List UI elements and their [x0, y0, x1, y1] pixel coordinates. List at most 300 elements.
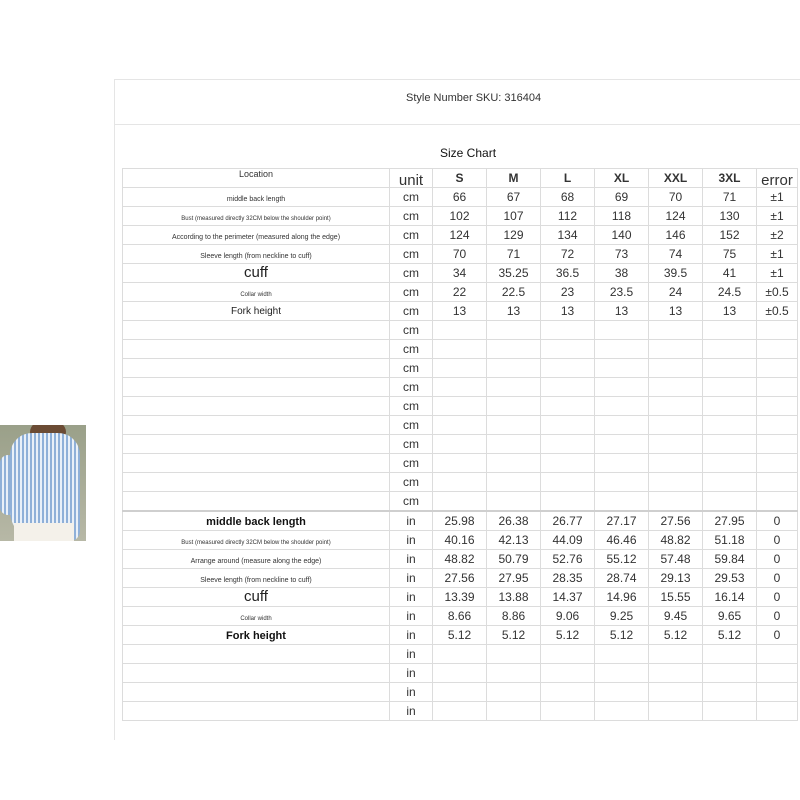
value-cell: 140 [595, 226, 649, 245]
value-cell: 22.5 [487, 283, 541, 302]
value-cell: 13.88 [487, 588, 541, 607]
value-cell: 13 [541, 302, 595, 321]
product-thumbnail[interactable] [0, 425, 86, 541]
value-cell: 14.37 [541, 588, 595, 607]
table-row [123, 454, 798, 473]
unit-cell: cm [390, 302, 433, 321]
measurement-label [123, 207, 390, 226]
value-cell: 118 [595, 207, 649, 226]
value-cell [595, 683, 649, 702]
value-cell: 25.98 [433, 511, 487, 531]
table-row [123, 645, 798, 664]
unit-cell: cm [390, 283, 433, 302]
value-cell: 27.17 [595, 511, 649, 531]
table-row [123, 245, 798, 264]
value-cell: 73 [595, 245, 649, 264]
value-cell [703, 645, 757, 664]
value-cell: 52.76 [541, 550, 595, 569]
value-cell [541, 378, 595, 397]
value-cell [541, 416, 595, 435]
error-cell [757, 378, 798, 397]
unit-cell: cm [390, 188, 433, 207]
table-row [123, 226, 798, 245]
value-cell: 146 [649, 226, 703, 245]
value-cell: 152 [703, 226, 757, 245]
measurement-label [123, 283, 390, 302]
size-header-m: M [487, 169, 541, 188]
unit-cell: cm [390, 226, 433, 245]
error-header: error [757, 169, 798, 188]
value-cell: 5.12 [487, 626, 541, 645]
unit-cell: cm [390, 454, 433, 473]
value-cell [649, 378, 703, 397]
value-cell [703, 454, 757, 473]
value-cell [703, 473, 757, 492]
location-header: Location [123, 169, 390, 188]
measurement-label [123, 321, 390, 340]
value-cell: 27.56 [433, 569, 487, 588]
measurement-label-text: cuff [244, 264, 268, 281]
measurement-label [123, 531, 390, 550]
value-cell [541, 454, 595, 473]
error-cell [757, 454, 798, 473]
sku-label: Style Number SKU: 316404 [406, 92, 542, 104]
measurement-label [123, 511, 390, 531]
value-cell [595, 321, 649, 340]
unit-cell: cm [390, 435, 433, 454]
measurement-label [123, 359, 390, 378]
table-row [123, 359, 798, 378]
error-cell [757, 702, 798, 721]
unit-cell: in [390, 683, 433, 702]
measurement-label-text: Arrange around (measure along the edge) [190, 557, 322, 565]
measurement-label-text: Bust (measured directly 32CM below the shoulder point) [181, 215, 331, 222]
value-cell: 9.45 [649, 607, 703, 626]
value-cell: 24.5 [703, 283, 757, 302]
value-cell [703, 416, 757, 435]
value-cell: 36.5 [541, 264, 595, 283]
error-cell: 0 [757, 588, 798, 607]
measurement-label-text: middle back length [206, 515, 306, 528]
value-cell: 13 [595, 302, 649, 321]
value-cell: 124 [649, 207, 703, 226]
table-row [123, 435, 798, 454]
table-row [123, 264, 798, 283]
error-cell [757, 492, 798, 512]
header-row [123, 169, 798, 188]
value-cell [487, 683, 541, 702]
value-cell [595, 702, 649, 721]
value-cell [487, 473, 541, 492]
value-cell [541, 435, 595, 454]
measurement-label [123, 702, 390, 721]
value-cell [649, 416, 703, 435]
error-cell [757, 473, 798, 492]
measurement-label [123, 645, 390, 664]
value-cell [649, 492, 703, 512]
value-cell: 59.84 [703, 550, 757, 569]
value-cell: 134 [541, 226, 595, 245]
value-cell [649, 340, 703, 359]
measurement-label [123, 245, 390, 264]
table-row [123, 626, 798, 645]
value-cell: 71 [487, 245, 541, 264]
value-cell: 41 [703, 264, 757, 283]
measurement-label [123, 302, 390, 321]
table-row [123, 378, 798, 397]
error-cell [757, 645, 798, 664]
value-cell [595, 359, 649, 378]
measurement-label [123, 626, 390, 645]
error-cell: 0 [757, 626, 798, 645]
value-cell [595, 492, 649, 512]
value-cell: 129 [487, 226, 541, 245]
value-cell: 5.12 [595, 626, 649, 645]
value-cell [595, 435, 649, 454]
value-cell: 39.5 [649, 264, 703, 283]
value-cell [433, 492, 487, 512]
value-cell: 68 [541, 188, 595, 207]
measurement-label-text: Fork height [230, 306, 282, 317]
value-cell [433, 416, 487, 435]
value-cell [487, 321, 541, 340]
value-cell: 9.25 [595, 607, 649, 626]
measurement-label [123, 264, 390, 283]
value-cell [433, 683, 487, 702]
measurement-label-text: Collar width [240, 615, 272, 622]
measurement-label-text: Sleeve length (from neckline to cuff) [200, 576, 312, 584]
value-cell [541, 359, 595, 378]
value-cell [541, 683, 595, 702]
measurement-label [123, 473, 390, 492]
value-cell [541, 492, 595, 512]
size-header-3xl: 3XL [703, 169, 757, 188]
value-cell: 9.06 [541, 607, 595, 626]
value-cell: 26.77 [541, 511, 595, 531]
value-cell [703, 435, 757, 454]
value-cell: 38 [595, 264, 649, 283]
value-cell: 29.13 [649, 569, 703, 588]
value-cell: 57.48 [649, 550, 703, 569]
measurement-label [123, 435, 390, 454]
value-cell: 67 [487, 188, 541, 207]
unit-cell: cm [390, 264, 433, 283]
value-cell [433, 340, 487, 359]
value-cell [541, 340, 595, 359]
error-cell [757, 359, 798, 378]
measurement-label-text: Collar width [240, 291, 272, 298]
value-cell [541, 645, 595, 664]
value-cell: 50.79 [487, 550, 541, 569]
measurement-label-text: Bust (measured directly 32CM below the shoulder point) [181, 539, 331, 546]
value-cell [649, 702, 703, 721]
value-cell: 44.09 [541, 531, 595, 550]
value-cell [487, 397, 541, 416]
value-cell [433, 378, 487, 397]
value-cell: 71 [703, 188, 757, 207]
value-cell [649, 683, 703, 702]
unit-cell: in [390, 531, 433, 550]
error-cell: ±0.5 [757, 283, 798, 302]
table-row [123, 683, 798, 702]
value-cell [595, 397, 649, 416]
measurement-label-text: Sleeve length (from neckline to cuff) [200, 252, 312, 260]
value-cell [487, 435, 541, 454]
value-cell: 124 [433, 226, 487, 245]
error-cell: 0 [757, 607, 798, 626]
unit-cell: cm [390, 359, 433, 378]
measurement-label-text: cuff [244, 588, 268, 605]
measurement-label [123, 588, 390, 607]
value-cell: 69 [595, 188, 649, 207]
value-cell: 48.82 [649, 531, 703, 550]
error-cell: 0 [757, 550, 798, 569]
value-cell [595, 473, 649, 492]
value-cell: 27.95 [487, 569, 541, 588]
value-cell [703, 683, 757, 702]
value-cell [649, 454, 703, 473]
error-cell: ±1 [757, 264, 798, 283]
value-cell [487, 454, 541, 473]
value-cell [541, 473, 595, 492]
error-cell [757, 340, 798, 359]
error-cell: 0 [757, 569, 798, 588]
value-cell: 27.95 [703, 511, 757, 531]
value-cell [595, 340, 649, 359]
table-row [123, 511, 798, 531]
value-cell [433, 702, 487, 721]
value-cell: 23 [541, 283, 595, 302]
measurement-label [123, 340, 390, 359]
unit-cell: in [390, 645, 433, 664]
value-cell [541, 397, 595, 416]
sku-bar [114, 80, 800, 125]
value-cell [487, 492, 541, 512]
value-cell: 40.16 [433, 531, 487, 550]
measurement-label [123, 454, 390, 473]
unit-cell: cm [390, 340, 433, 359]
error-cell: ±1 [757, 207, 798, 226]
value-cell: 13 [433, 302, 487, 321]
value-cell [703, 340, 757, 359]
value-cell [703, 359, 757, 378]
table-row [123, 321, 798, 340]
value-cell: 29.53 [703, 569, 757, 588]
value-cell: 5.12 [541, 626, 595, 645]
measurement-label-text: According to the perimeter (measured along the edge) [171, 233, 341, 241]
unit-cell: cm [390, 473, 433, 492]
unit-cell: cm [390, 378, 433, 397]
value-cell: 16.14 [703, 588, 757, 607]
value-cell: 34 [433, 264, 487, 283]
measurement-label [123, 550, 390, 569]
size-table [122, 168, 798, 721]
value-cell: 8.86 [487, 607, 541, 626]
error-cell [757, 397, 798, 416]
value-cell [703, 664, 757, 683]
value-cell [487, 378, 541, 397]
value-cell: 74 [649, 245, 703, 264]
value-cell: 13 [703, 302, 757, 321]
measurement-label [123, 569, 390, 588]
table-row [123, 664, 798, 683]
value-cell [649, 397, 703, 416]
value-cell [487, 645, 541, 664]
value-cell [649, 664, 703, 683]
error-cell: ±0.5 [757, 302, 798, 321]
value-cell: 15.55 [649, 588, 703, 607]
value-cell: 23.5 [595, 283, 649, 302]
unit-cell: in [390, 511, 433, 531]
measurement-label-text: Fork height [226, 629, 286, 642]
error-cell [757, 321, 798, 340]
unit-cell: in [390, 626, 433, 645]
value-cell [649, 645, 703, 664]
value-cell [703, 321, 757, 340]
value-cell [541, 664, 595, 683]
measurement-label [123, 188, 390, 207]
value-cell [433, 397, 487, 416]
value-cell [541, 321, 595, 340]
value-cell [541, 702, 595, 721]
size-header-s: S [433, 169, 487, 188]
table-row [123, 550, 798, 569]
value-cell: 70 [433, 245, 487, 264]
value-cell: 24 [649, 283, 703, 302]
error-cell: 0 [757, 531, 798, 550]
value-cell [487, 340, 541, 359]
value-cell [595, 378, 649, 397]
measurement-label [123, 664, 390, 683]
value-cell: 26.38 [487, 511, 541, 531]
table-row [123, 473, 798, 492]
value-cell [703, 397, 757, 416]
value-cell [433, 435, 487, 454]
value-cell [595, 454, 649, 473]
value-cell: 9.65 [703, 607, 757, 626]
table-row [123, 702, 798, 721]
value-cell: 28.74 [595, 569, 649, 588]
value-cell: 130 [703, 207, 757, 226]
value-cell: 51.18 [703, 531, 757, 550]
measurement-label [123, 226, 390, 245]
value-cell [595, 416, 649, 435]
value-cell: 70 [649, 188, 703, 207]
table-row [123, 492, 798, 512]
value-cell: 5.12 [703, 626, 757, 645]
error-cell: ±1 [757, 245, 798, 264]
table-row [123, 607, 798, 626]
unit-cell: cm [390, 207, 433, 226]
table-row [123, 207, 798, 226]
error-cell [757, 683, 798, 702]
value-cell: 14.96 [595, 588, 649, 607]
value-cell: 107 [487, 207, 541, 226]
unit-cell: cm [390, 492, 433, 512]
value-cell: 46.46 [595, 531, 649, 550]
value-cell: 13 [649, 302, 703, 321]
value-cell [487, 359, 541, 378]
value-cell [487, 416, 541, 435]
value-cell [487, 664, 541, 683]
unit-cell: in [390, 569, 433, 588]
unit-cell: in [390, 664, 433, 683]
value-cell [649, 435, 703, 454]
unit-cell: cm [390, 245, 433, 264]
table-row [123, 588, 798, 607]
value-cell [595, 645, 649, 664]
measurement-label [123, 492, 390, 512]
value-cell: 13 [487, 302, 541, 321]
measurement-label [123, 683, 390, 702]
error-cell: 0 [757, 511, 798, 531]
value-cell [649, 473, 703, 492]
unit-cell: cm [390, 321, 433, 340]
table-row [123, 283, 798, 302]
value-cell: 72 [541, 245, 595, 264]
error-cell: ±1 [757, 188, 798, 207]
value-cell [595, 664, 649, 683]
unit-cell: in [390, 702, 433, 721]
error-cell [757, 664, 798, 683]
value-cell [433, 664, 487, 683]
value-cell: 13.39 [433, 588, 487, 607]
table-row [123, 416, 798, 435]
unit-cell: cm [390, 416, 433, 435]
value-cell: 48.82 [433, 550, 487, 569]
unit-header: unit [390, 169, 433, 188]
value-cell: 8.66 [433, 607, 487, 626]
value-cell [433, 454, 487, 473]
table-row [123, 188, 798, 207]
table-row [123, 397, 798, 416]
table-row [123, 531, 798, 550]
white-pants [14, 523, 74, 541]
table-row [123, 302, 798, 321]
size-header-xl: XL [595, 169, 649, 188]
unit-cell: in [390, 607, 433, 626]
size-header-xxl: XXL [649, 169, 703, 188]
value-cell [649, 359, 703, 378]
size-header-l: L [541, 169, 595, 188]
error-cell [757, 435, 798, 454]
value-cell [487, 702, 541, 721]
value-cell: 42.13 [487, 531, 541, 550]
value-cell: 66 [433, 188, 487, 207]
measurement-label [123, 607, 390, 626]
unit-cell: in [390, 550, 433, 569]
value-cell: 28.35 [541, 569, 595, 588]
value-cell: 55.12 [595, 550, 649, 569]
value-cell [433, 473, 487, 492]
value-cell [433, 359, 487, 378]
unit-cell: cm [390, 397, 433, 416]
error-cell: ±2 [757, 226, 798, 245]
value-cell [703, 492, 757, 512]
measurement-label [123, 378, 390, 397]
measurement-label-text: middle back length [226, 195, 286, 203]
value-cell: 102 [433, 207, 487, 226]
value-cell [703, 702, 757, 721]
value-cell: 75 [703, 245, 757, 264]
value-cell: 22 [433, 283, 487, 302]
value-cell [703, 378, 757, 397]
value-cell [649, 321, 703, 340]
measurement-label [123, 397, 390, 416]
table-row [123, 569, 798, 588]
value-cell: 112 [541, 207, 595, 226]
measurement-label [123, 416, 390, 435]
